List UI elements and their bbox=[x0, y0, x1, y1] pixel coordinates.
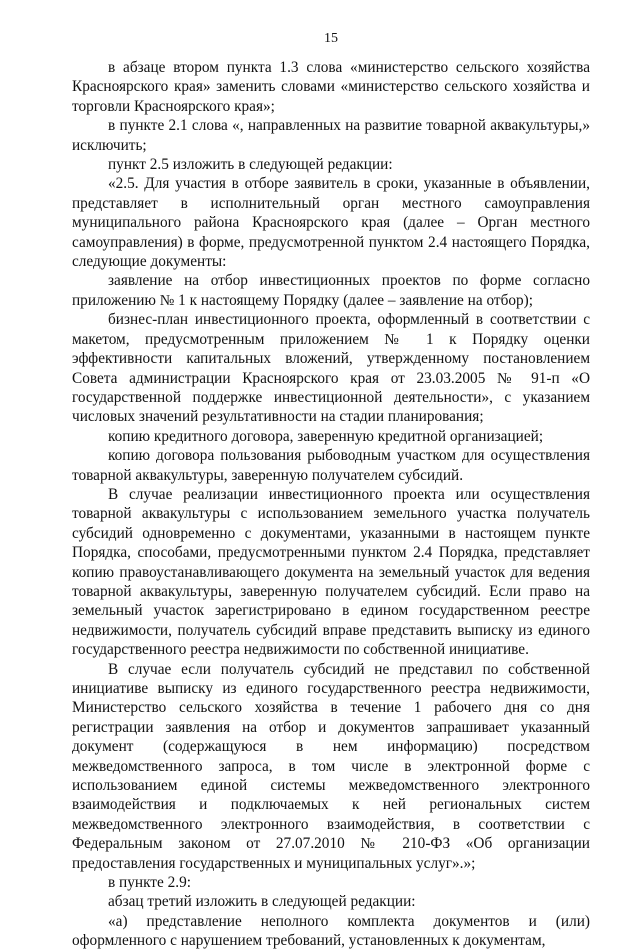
paragraph: заявление на отбор инвестиционных проектов по форме согласно приложению № 1 к настоящему Порядку (далее – заявление на отбор); bbox=[72, 272, 590, 309]
paragraph: в пункте 2.1 слова «, направленных на развитие товарной аквакультуры,» исключить; bbox=[72, 117, 590, 154]
paragraph: копию договора пользования рыбоводным участком для осуществления товарной аквакультуры, заверенную получателем субсидий. bbox=[72, 447, 590, 484]
paragraph: В случае если получатель субсидий не представил по собственной инициативе выписку из единого государственного реестра недвижимости, Министерство сельского хозяйства в течение 1 рабочего дня со дня регистрации заявления на отбор и документов запрашивает указанный документ (содержащуюся в нем информацию) посредством межведомственного запроса, в том числе в электронной форме с использованием единой системы межведомственного электронного взаимодействия и подключаемых к ней региональных систем межведомственного электронного взаимодействия, в соответствии с Федеральным законом от 27.07.2010 № 210-ФЗ «Об организации предоставления государственных и муниципальных услуг».»; bbox=[72, 660, 590, 872]
paragraph: «а) представление неполного комплекта документов и (или) оформленного с нарушением требований, установленных к документам, bbox=[72, 912, 590, 950]
paragraph: В случае реализации инвестиционного проекта или осуществления товарной аквакультуры с использованием земельного участка получатель субсидий одновременно с документами, указанными в настоящем пункте Порядка, способами, предусмотренными пунктом 2.4 Порядка, представляет копию правоустанавливающего документа на земельный участок для ведения товарной аквакультуры, заверенную получателем субсидий. Если право на земельный участок зарегистрировано в едином государственном реестре недвижимости, получатель субсидий вправе представить выписку из единого государственного реестра недвижимости по собственной инициативе. bbox=[72, 485, 590, 659]
paragraph: в абзаце втором пункта 1.3 слова «министерство сельского хозяйства Красноярского края» заменить словами «министерство сельского хозяйства и торговли Красноярского края»; bbox=[72, 59, 590, 115]
paragraph: пункт 2.5 изложить в следующей редакции: bbox=[108, 156, 393, 174]
document-body bbox=[72, 58, 590, 951]
paragraph: «2.5. Для участия в отборе заявитель в сроки, указанные в объявлении, представляет в исполнительный орган местного самоуправления муниципального района Красноярского края (далее – Орган местного самоуправления) в форме, предусмотренной пунктом 2.4 настоящего Порядка, следующие документы: bbox=[72, 175, 590, 271]
paragraph: в пункте 2.9: bbox=[108, 874, 191, 892]
paragraph: абзац третий изложить в следующей редакции: bbox=[108, 893, 416, 911]
paragraph: копию кредитного договора, заверенную кредитной организацией; bbox=[108, 427, 544, 445]
page-number: 15 bbox=[324, 31, 338, 46]
paragraph: бизнес-план инвестиционного проекта, оформленный в соответствии с макетом, предусмотренным приложением № 1 к Порядку оценки эффективности капитальных вложений, утвержденному постановлением Совета администрации Красноярского края от 23.03.2005 № 91-п «О государственной поддержке инвестиционной деятельности», с указанием числовых значений результативности на стадии планирования; bbox=[72, 311, 590, 426]
